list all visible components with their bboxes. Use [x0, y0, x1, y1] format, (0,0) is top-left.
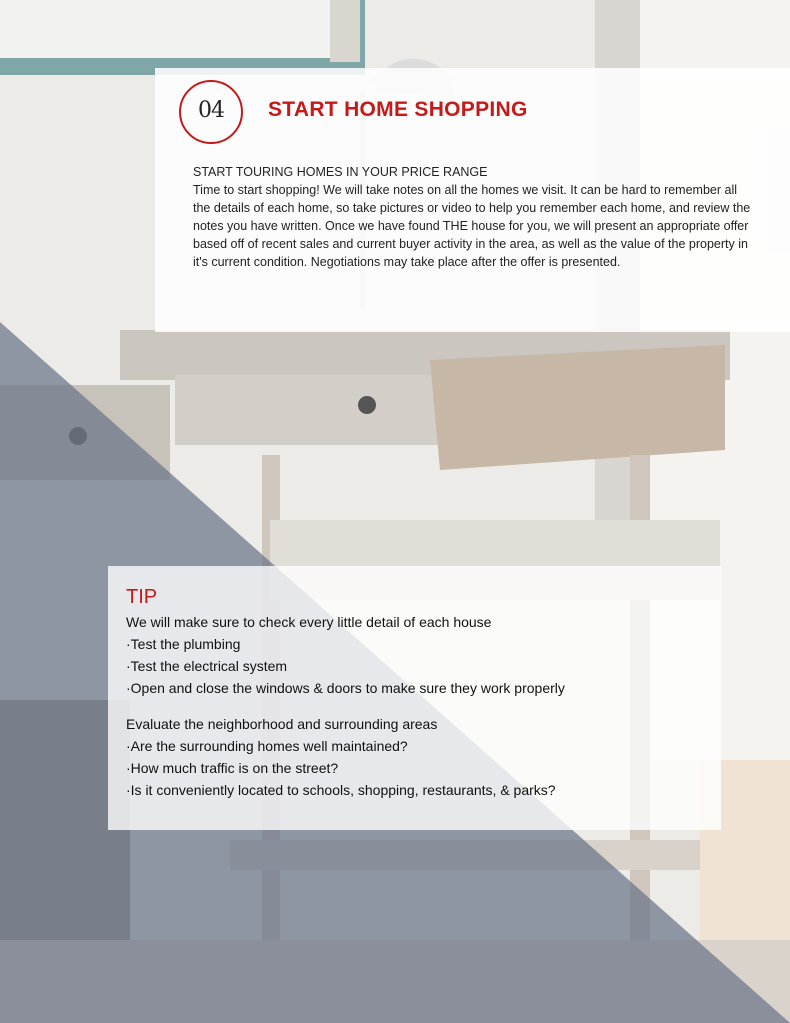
tip-item: ·How much traffic is on the street? — [126, 760, 339, 776]
tip-item: ·Test the electrical system — [126, 658, 288, 674]
tip-intro-house: We will make sure to check every little detail of each house — [126, 614, 492, 630]
tip-item: ·Are the surrounding homes well maintained? — [126, 738, 408, 754]
tip-item: ·Is it conveniently located to schools, shopping, restaurants, & parks? — [126, 782, 556, 798]
tip-title: TIP — [126, 586, 158, 608]
spacer — [126, 699, 711, 713]
section-subheading: START TOURING HOMES IN YOUR PRICE RANGE — [193, 165, 488, 179]
step-number-badge — [179, 80, 243, 144]
tip-item: ·Test the plumbing — [126, 636, 241, 652]
section-body: Time to start shopping! We will take notes on all the homes we visit. It can be hard to remember all the details of each home, so take pictures or video to help you remember each home, and review the notes you have written. Once we have found THE house for you, we will present an appropriate offer based off of recent sales and current buyer activity in the area, as well as the value of the property in it's current condition. Negotiations may take place after the offer is presented. — [193, 183, 751, 269]
tip-item: ·Open and close the windows & doors to make sure they work properly — [126, 680, 565, 696]
tip-list — [126, 611, 711, 801]
step-number: 04 — [198, 98, 224, 123]
step-title: START HOME SHOPPING — [268, 98, 528, 121]
tip-intro-neighborhood: Evaluate the neighborhood and surrounding areas — [126, 716, 438, 732]
